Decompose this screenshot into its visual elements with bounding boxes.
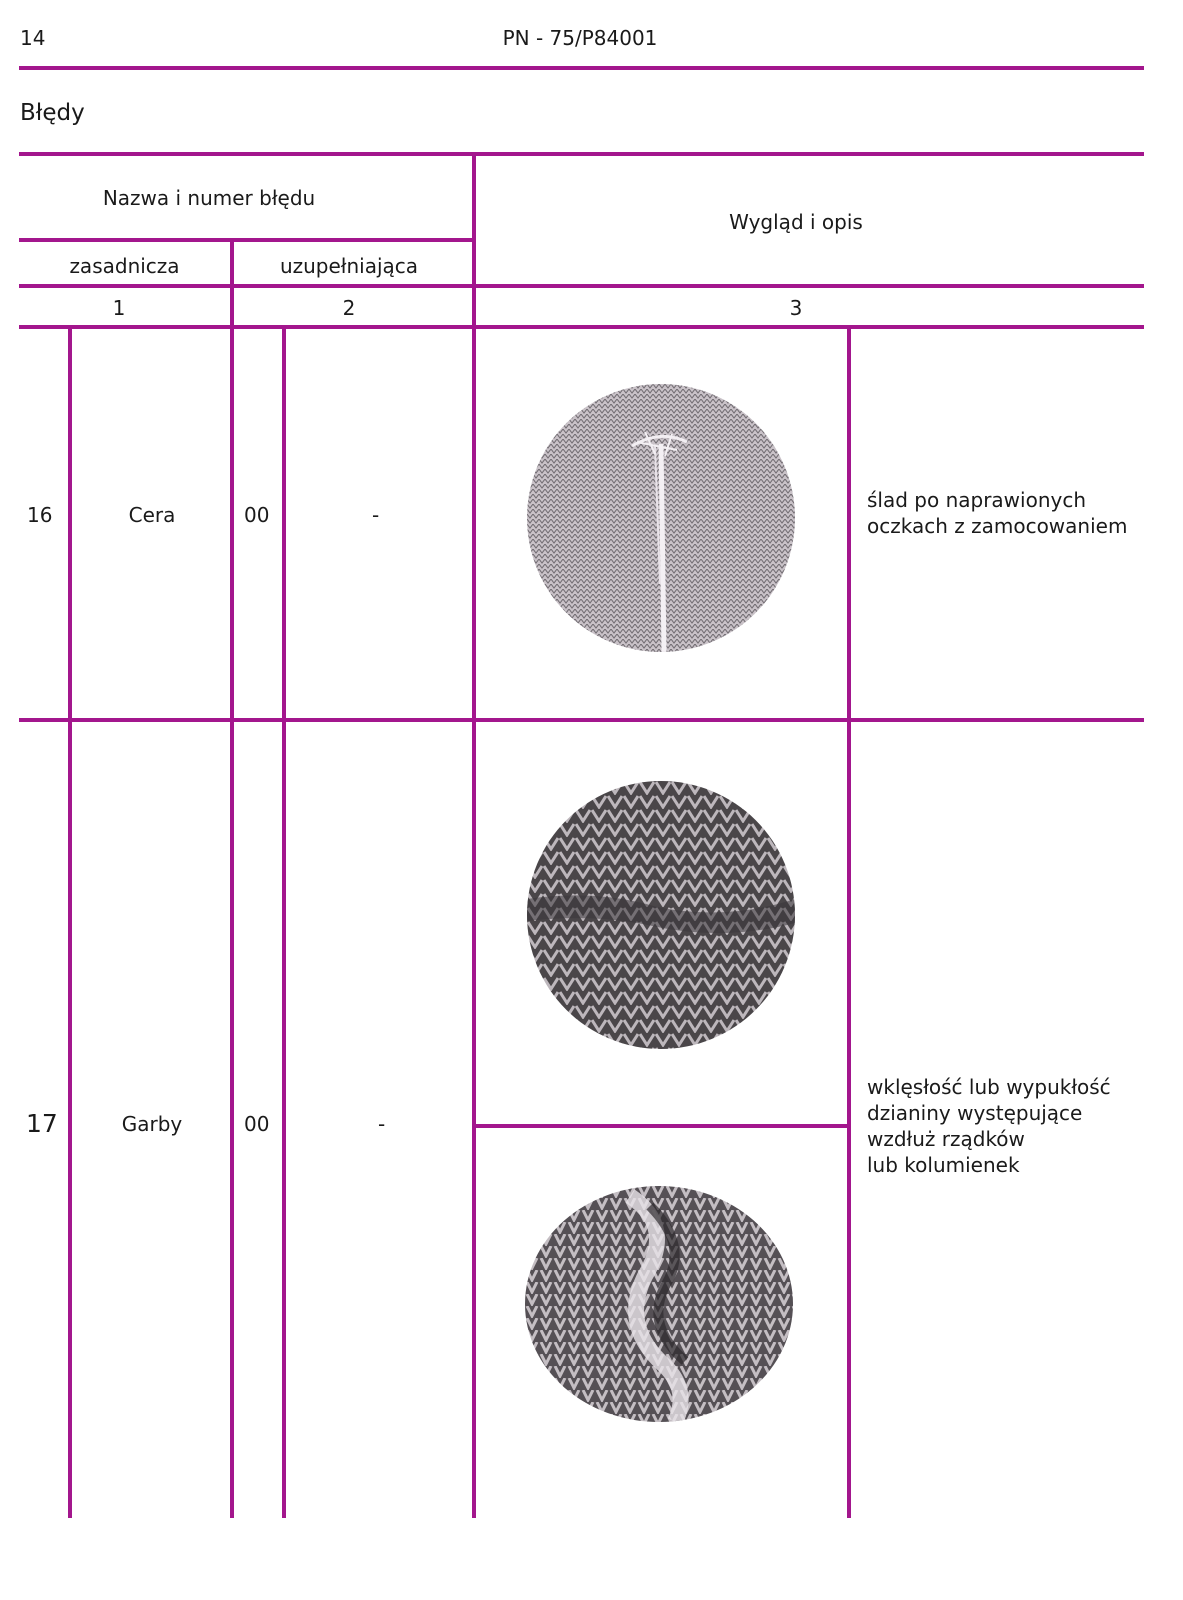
knit-fabric-vertical-bulge-photo — [525, 1186, 793, 1422]
name-group-rule — [19, 238, 476, 242]
name-group-header: Nazwa i numer błędu — [102, 186, 316, 210]
page-number: 14 — [20, 26, 46, 50]
knit-fabric-horizontal-bulge-photo — [527, 781, 795, 1049]
defect-name: Cera — [128, 503, 176, 527]
code-dash-rule — [282, 325, 286, 1518]
column-number-rule — [19, 325, 1144, 329]
defect-code: 00 — [244, 503, 270, 527]
table-top-rule — [19, 152, 1144, 156]
defect-name: Garby — [121, 1112, 183, 1136]
defect-number: 16 — [27, 503, 53, 527]
defect-description: ślad po naprawionych oczkach z zamocowaniem — [867, 488, 1128, 538]
supplementary-value: - — [378, 1112, 386, 1136]
defect-description: wklęsłość lub wypukłość dzianiny występujące wzdłuż rządków lub kolumienek — [867, 1075, 1111, 1177]
photo-separator-rule — [472, 1124, 850, 1128]
standard-number: PN - 75/P84001 — [502, 26, 658, 50]
appearance-header: Wygląd i opis — [729, 210, 863, 234]
column-number-1: 1 — [112, 296, 126, 320]
defect-code: 00 — [244, 1112, 270, 1136]
defect-number: 17 — [26, 1109, 58, 1138]
header-rule — [19, 66, 1144, 70]
column-number-2: 2 — [342, 296, 356, 320]
supplementary-header: uzupełniająca — [279, 254, 419, 278]
supplementary-value: - — [372, 503, 380, 527]
knit-fabric-repair-photo — [527, 384, 795, 652]
section-title: Błędy — [20, 100, 85, 126]
primary-supplementary-rule — [230, 238, 234, 1518]
row-separator-rule — [19, 718, 1144, 722]
column-number-3: 3 — [789, 296, 803, 320]
appearance-column-rule — [472, 152, 476, 1518]
primary-header: zasadnicza — [69, 254, 180, 278]
subheader-rule — [19, 284, 1144, 288]
photo-description-rule — [847, 325, 851, 1518]
